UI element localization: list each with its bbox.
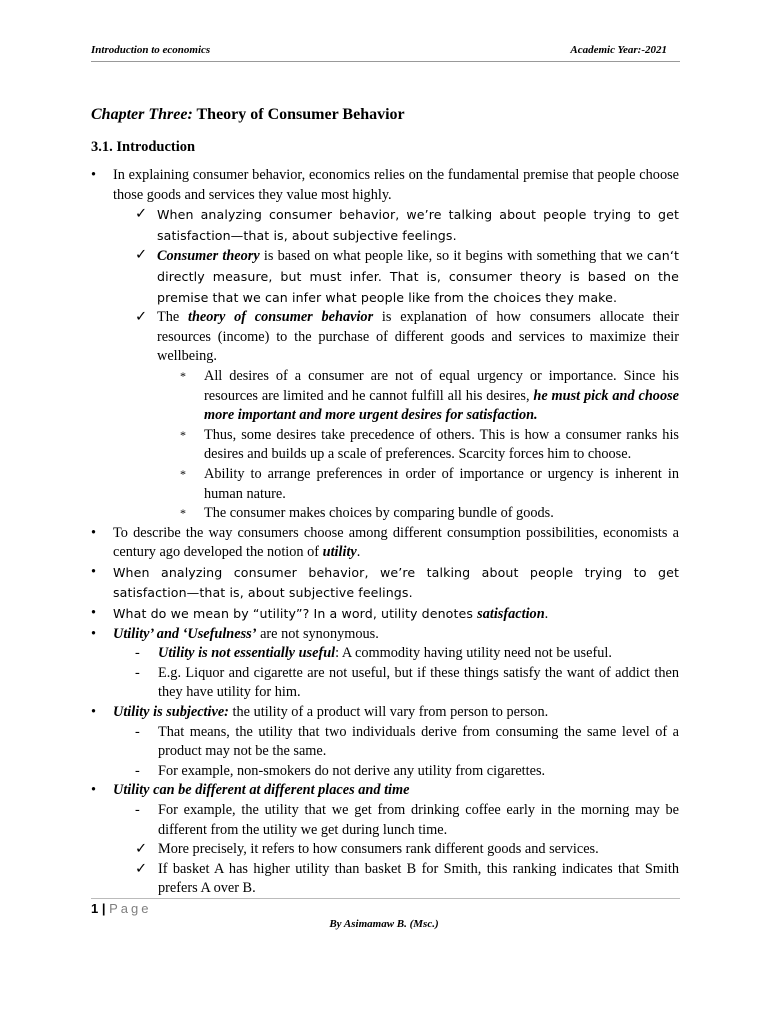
bullet-marker: • xyxy=(91,782,97,799)
item-text: That means, the utility that two individuals derive from consuming the same level of a product may not be the same. xyxy=(158,723,679,760)
item-text: When analyzing consumer behavior, we’re talking about people trying to get satisfaction—that is, about subjective feelings. xyxy=(157,207,679,243)
dash-marker: - xyxy=(135,802,140,818)
item-text: the utility of a product will vary from person to person. xyxy=(228,704,549,721)
item-text: To describe the way consumers choose among different consumption possibilities, economists a century ago developed the notion of xyxy=(113,524,679,561)
dash-item xyxy=(91,762,679,782)
item-emphasis: Utility is not essentially useful xyxy=(158,645,336,662)
header-course-title: Introduction to economics xyxy=(91,44,211,56)
item-text: Ability to arrange preferences in order of importance or urgency is inherent in human nature. xyxy=(204,465,679,502)
bullet-item xyxy=(91,166,679,205)
bullet-item xyxy=(91,625,679,645)
item-text: . xyxy=(356,544,361,561)
check-icon: ✓ xyxy=(135,247,147,264)
check-item xyxy=(91,860,679,899)
item-text: can‘t directly measure, but must infer. That is, consumer theory is based on the premise that we can infer what people like from the choices they make. xyxy=(157,248,679,305)
check-icon: ✓ xyxy=(135,309,147,326)
item-text: What do we mean by “utility”? In a word, utility denotes xyxy=(113,606,478,622)
page-number xyxy=(91,901,151,916)
check-icon: ✓ xyxy=(135,841,147,858)
item-text: . xyxy=(544,606,549,623)
item-text: are not synonymous. xyxy=(256,625,379,642)
item-text: When analyzing consumer behavior, we’re talking about people trying to get satisfaction—that is, about subjective feelings. xyxy=(113,564,679,601)
check-item xyxy=(91,308,679,367)
asterisk-icon: * xyxy=(180,506,186,521)
dash-item xyxy=(91,801,679,840)
item-emphasis: utility xyxy=(322,544,357,561)
item-text: In explaining consumer behavior, economics relies on the fundamental premise that people choose those goods and services they value most highly. xyxy=(113,167,679,203)
bullet-marker: • xyxy=(91,524,97,541)
item-emphasis: Utility is subjective: xyxy=(113,704,229,721)
check-icon: ✓ xyxy=(135,860,147,877)
item-text: : A commodity having utility need not be useful. xyxy=(335,645,612,662)
item-text: For example, the utility that we get from drinking coffee early in the morning may be different from the utility we get during lunch time. xyxy=(158,802,679,838)
dash-marker: - xyxy=(135,664,140,681)
bullet-item xyxy=(91,563,679,604)
dash-marker: - xyxy=(135,762,140,779)
bullet-marker: • xyxy=(91,625,97,642)
page-number-value: 1 xyxy=(91,901,99,916)
check-item xyxy=(91,205,679,246)
header-divider xyxy=(91,61,680,62)
chapter-label: Chapter Three: xyxy=(91,106,193,123)
check-icon: ✓ xyxy=(135,206,147,223)
dash-item xyxy=(91,644,679,664)
item-text: E.g. Liquor and cigarette are not useful, but if these things satisfy the want of addict then they have utility for him. xyxy=(158,664,679,701)
item-text: Thus, some desires take precedence of others. This is how a consumer ranks his desires and builds up a scale of preferences. Scarcity forces him to choose. xyxy=(204,426,679,463)
document-body xyxy=(91,166,679,899)
star-item xyxy=(91,504,679,524)
chapter-name: Theory of Consumer Behavior xyxy=(192,106,405,123)
item-emphasis: he must pick and choose more important and more urgent desires for satisfaction. xyxy=(204,387,679,424)
item-emphasis: satisfaction xyxy=(477,606,545,623)
star-item xyxy=(91,426,679,465)
footer-divider xyxy=(91,898,680,899)
section-heading: 3.1. Introduction xyxy=(91,139,196,155)
item-emphasis: Utility can be different at different places and time xyxy=(113,782,410,799)
bullet-marker: • xyxy=(91,563,97,580)
item-text: For example, non-smokers do not derive any utility from cigarettes. xyxy=(158,762,546,779)
item-text: is explanation of how consumers allocate their resources (income) to the purchase of different goods and services to maximize their wellbeing. xyxy=(157,309,680,365)
item-text: All desires of a consumer are not of equal urgency or importance. Since his resources are limited and he cannot fulfill all his desires, xyxy=(204,367,679,404)
item-emphasis: Consumer theory xyxy=(157,248,260,265)
header-academic-year: Academic Year:-2021 xyxy=(570,44,667,56)
asterisk-icon: * xyxy=(180,466,186,481)
dash-marker: - xyxy=(135,723,140,740)
bullet-item xyxy=(91,781,679,801)
chapter-title xyxy=(91,106,405,124)
bullet-item xyxy=(91,604,679,625)
check-item xyxy=(91,246,679,308)
item-text: The xyxy=(157,309,188,326)
item-text: More precisely, it refers to how consumers rank different goods and services. xyxy=(158,841,599,858)
item-emphasis: Utility’ and ‘Usefulness’ xyxy=(113,625,257,642)
item-text: is based on what people like, so it begins with something that we xyxy=(259,248,647,265)
item-text: The consumer makes choices by comparing bundle of goods. xyxy=(204,505,554,522)
bullet-marker: • xyxy=(91,704,97,721)
dash-item xyxy=(91,723,679,762)
asterisk-icon: * xyxy=(180,427,186,442)
item-text: If basket A has higher utility than basket B for Smith, this ranking indicates that Smith prefers A over B. xyxy=(158,860,679,897)
item-emphasis: theory of consumer behavior xyxy=(188,309,374,326)
asterisk-icon: * xyxy=(180,368,186,383)
dash-marker: - xyxy=(135,645,140,662)
page-separator: | xyxy=(98,901,110,916)
bullet-marker: • xyxy=(91,605,97,622)
dash-item xyxy=(91,664,679,703)
star-item xyxy=(91,465,679,504)
bullet-item xyxy=(91,524,679,563)
star-item xyxy=(91,367,679,426)
check-item xyxy=(91,840,679,860)
bullet-item xyxy=(91,703,679,723)
footer-author: By Asimamaw B. (Msc.) xyxy=(329,918,439,930)
page-label: Page xyxy=(109,901,152,916)
bullet-marker: • xyxy=(91,167,97,183)
